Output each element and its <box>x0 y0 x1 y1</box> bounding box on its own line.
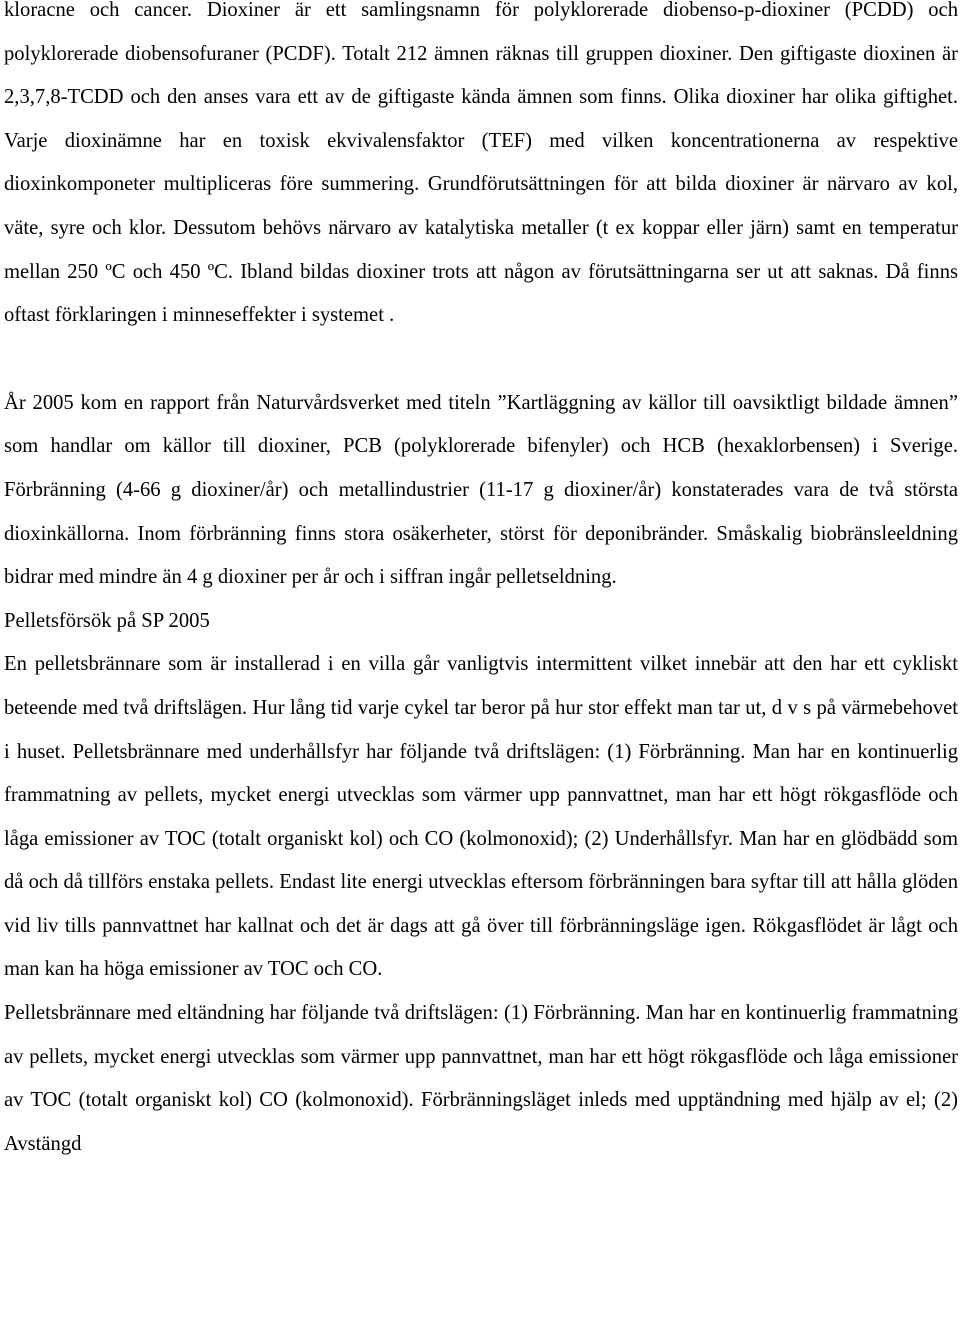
section-heading: Pelletsförsök på SP 2005 <box>4 609 210 632</box>
paragraph-electric-ignition: Pelletsbrännare med eltändning har följande två driftslägen: (1) Förbränning. Man har en kontinuerlig frammatning av pellets, mycket energi utvecklas som värmer upp pannvattnet, man har ett högt rökgasflöde och låga emissioner av TOC (totalt organiskt kol) CO (kolmonoxid). Förbränningsläget inleds med upptändning med hjälp av el; (2) Avstängd <box>4 1002 958 1155</box>
paragraph-spacer <box>4 338 958 382</box>
document-page <box>4 0 958 1166</box>
paragraph-dioxin-definition: kloracne och cancer. Dioxiner är ett samlingsnamn för polyklorerade diobenso-p-dioxiner (PCDD) och polyklorerade diobensofuraner (PCDF). Totalt 212 ämnen räknas till gruppen dioxiner. Den giftigaste dioxinen är 2,3,7,8-TCDD och den anses vara ett av de giftigaste kända ämnen som finns. Olika dioxiner har olika giftighet. Varje dioxinämne har en toxisk ekvivalensfaktor (TEF) med vilken koncentrationerna av respektive dioxinkomponeter multipliceras före summering. Grundförutsättningen för att bilda dioxiner är närvaro av kol, väte, syre och klor. Dessutom behövs närvaro av katalytiska metaller (t ex koppar eller järn) samt en temperatur mellan 250 ºC och 450 ºC. Ibland bildas dioxiner trots att någon av förutsättningarna ser ut att saknas. Då finns oftast förklaringen i minneseffekter i systemet . <box>4 0 958 327</box>
paragraph-pellet-burner-modes: En pelletsbrännare som är installerad i en villa går vanligtvis intermittent vilket innebär att den har ett cykliskt beteende med två driftslägen. Hur lång tid varje cykel tar beror på hur stor effekt man tar ut, d v s på värmebehovet i huset. Pelletsbrännare med underhållsfyr har följande två driftslägen: (1) Förbränning. Man har en kontinuerlig frammatning av pellets, mycket energi utvecklas som värmer upp pannvattnet, man har ett högt rökgasflöde och låga emissioner av TOC (totalt organiskt kol) och CO (kolmonoxid); (2) Underhållsfyr. Man har en glödbädd som då och då tillförs enstaka pellets. Endast lite energi utvecklas eftersom förbränningen bara syftar till att hålla glöden vid liv tills pannvattnet har kallnat och det är dags att gå över till förbränningsläge igen. Rökgasflödet är lågt och man kan ha höga emissioner av TOC och CO. <box>4 653 958 981</box>
paragraph-naturvardsverket-report: År 2005 kom en rapport från Naturvårdsverket med titeln ”Kartläggning av källor till oavsiktligt bildade ämnen” som handlar om källor till dioxiner, PCB (polyklorerade bifenyler) och HCB (hexaklorbensen) i Sverige. Förbränning (4-66 g dioxiner/år) och metallindustrier (11-17 g dioxiner/år) konstaterades vara de två största dioxinkällorna. Inom förbränning finns stora osäkerheter, störst för deponibränder. Småskalig biobränsleeldning bidrar med mindre än 4 g dioxiner per år och i siffran ingår pelletseldning. <box>4 391 958 589</box>
